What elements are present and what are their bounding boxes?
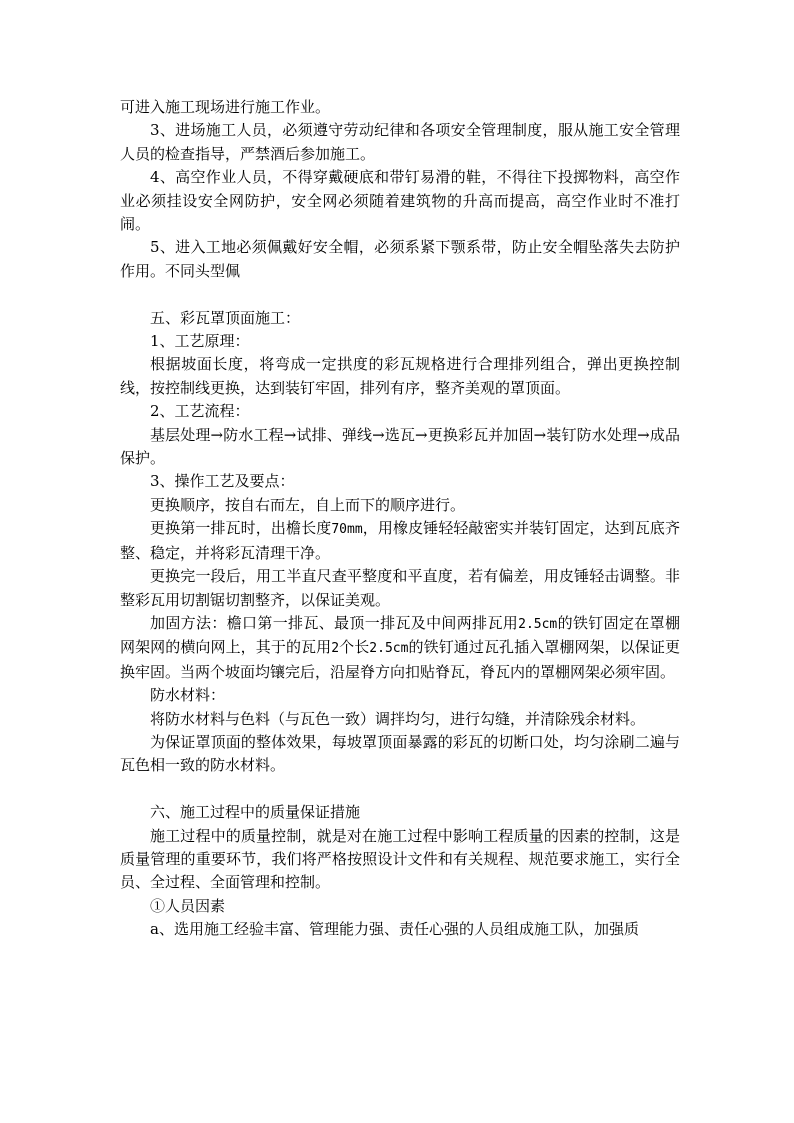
factor-personnel-item-a: a、选用施工经验丰富、管理能力强、责任心强的人员组成施工队，加强质: [150, 920, 639, 939]
paragraph-item-4: 4、高空作业人员，不得穿戴硬底和带钉易滑的鞋，不得往下投掷物料，高空作业必须挂设安全网防护，安全网必须随着建筑物的升高而提高，高空作业时不准打闹。: [120, 168, 680, 234]
text-span: 更换第一排瓦时，出檐长度: [150, 519, 332, 538]
paragraph-item-5: 5、进入工地必须佩戴好安全帽，必须系紧下颚系带，防止安全帽坠落失去防护作用。不同头型佩: [120, 238, 680, 280]
operation-first-row: [120, 517, 680, 565]
text-span: 个长: [339, 638, 370, 657]
process-body: 基层处理→防水工程→试排、弹线→选瓦→更换彩瓦并加固→装钉防水处理→成品保护。: [120, 425, 680, 468]
waterproof-step-1: 将防水材料与色料（与瓦色一致）调拌均匀，进行勾缝，并清除残余材料。: [150, 709, 646, 728]
document-body: [120, 96, 680, 942]
principle-body: 根据坡面长度，将弯成一定拱度的彩瓦规格进行合理排列组合，弹出更换控制线，按控制线更换，达到装钉牢固，排列有序，整齐美观的罩顶面。: [120, 355, 680, 397]
measurement-value: 2.5cm: [369, 641, 409, 657]
operation-reinforce: [120, 612, 680, 684]
text-span: 的铁钉通过瓦孔插入罩棚网架，以保证更换牢固。当两个坡面均镶完后，沿屋脊方向扣贴脊瓦，脊瓦内的罩棚网架必须牢固。: [120, 638, 680, 681]
measurement-value: 2.5cm: [518, 616, 558, 632]
text-span: 的铁钉固定在罩棚网架网的横向网上，其于的瓦用: [120, 613, 680, 657]
section-heading-6: 六、施工过程中的质量保证措施: [150, 803, 361, 822]
blank-line: [120, 778, 680, 801]
paragraph-continuation: 可进入施工现场进行施工作业。: [120, 98, 331, 116]
text-span: 加固方法：檐口第一排瓦、最顶一排瓦及中间两排瓦用: [150, 613, 519, 632]
factor-personnel: ①人员因素: [150, 896, 226, 915]
subsection-title-principle: 1、工艺原理：: [150, 332, 250, 351]
measurement-value: 70mm: [331, 522, 363, 538]
waterproof-title: 防水材料：: [150, 686, 226, 705]
subsection-title-operation: 3、操作工艺及要点：: [150, 472, 295, 491]
operation-order: 更换顺序，按自右而左，自上而下的顺序进行。: [150, 495, 466, 514]
operation-adjust: 更换完一段后，用工半直尺查平整度和平直度，若有偏差，用皮锤轻击调整。非整彩瓦用切割锯切割整齐，以保证美观。: [120, 567, 680, 609]
section-heading-5: 五、彩瓦罩顶面施工：: [150, 308, 301, 327]
quality-control-body: 施工过程中的质量控制，就是对在施工过程中影响工程质量的因素的控制，这是质量管理的重要环节，我们将严格按照设计文件和有关规程、规范要求施工，实行全员、全过程、全面管理和控制。: [120, 826, 680, 892]
subsection-title-process: 2、工艺流程：: [150, 402, 250, 421]
blank-line: [120, 283, 680, 306]
text-span: ，用橡皮锤轻轻敲密实并装钉固定，达到瓦底齐整、稳定，并将彩瓦清理干净。: [120, 519, 680, 562]
paragraph-item-3: 3、进场施工人员，必须遵守劳动纪律和各项安全管理制度，服从施工安全管理人员的检查指导，严禁酒后参加施工。: [120, 121, 680, 163]
measurement-value: 2: [331, 641, 340, 657]
waterproof-step-2: 为保证罩顶面的整体效果，每坡罩顶面暴露的彩瓦的切断口处，均匀涂刷二遍与瓦色相一致的防水材料。: [120, 732, 680, 775]
